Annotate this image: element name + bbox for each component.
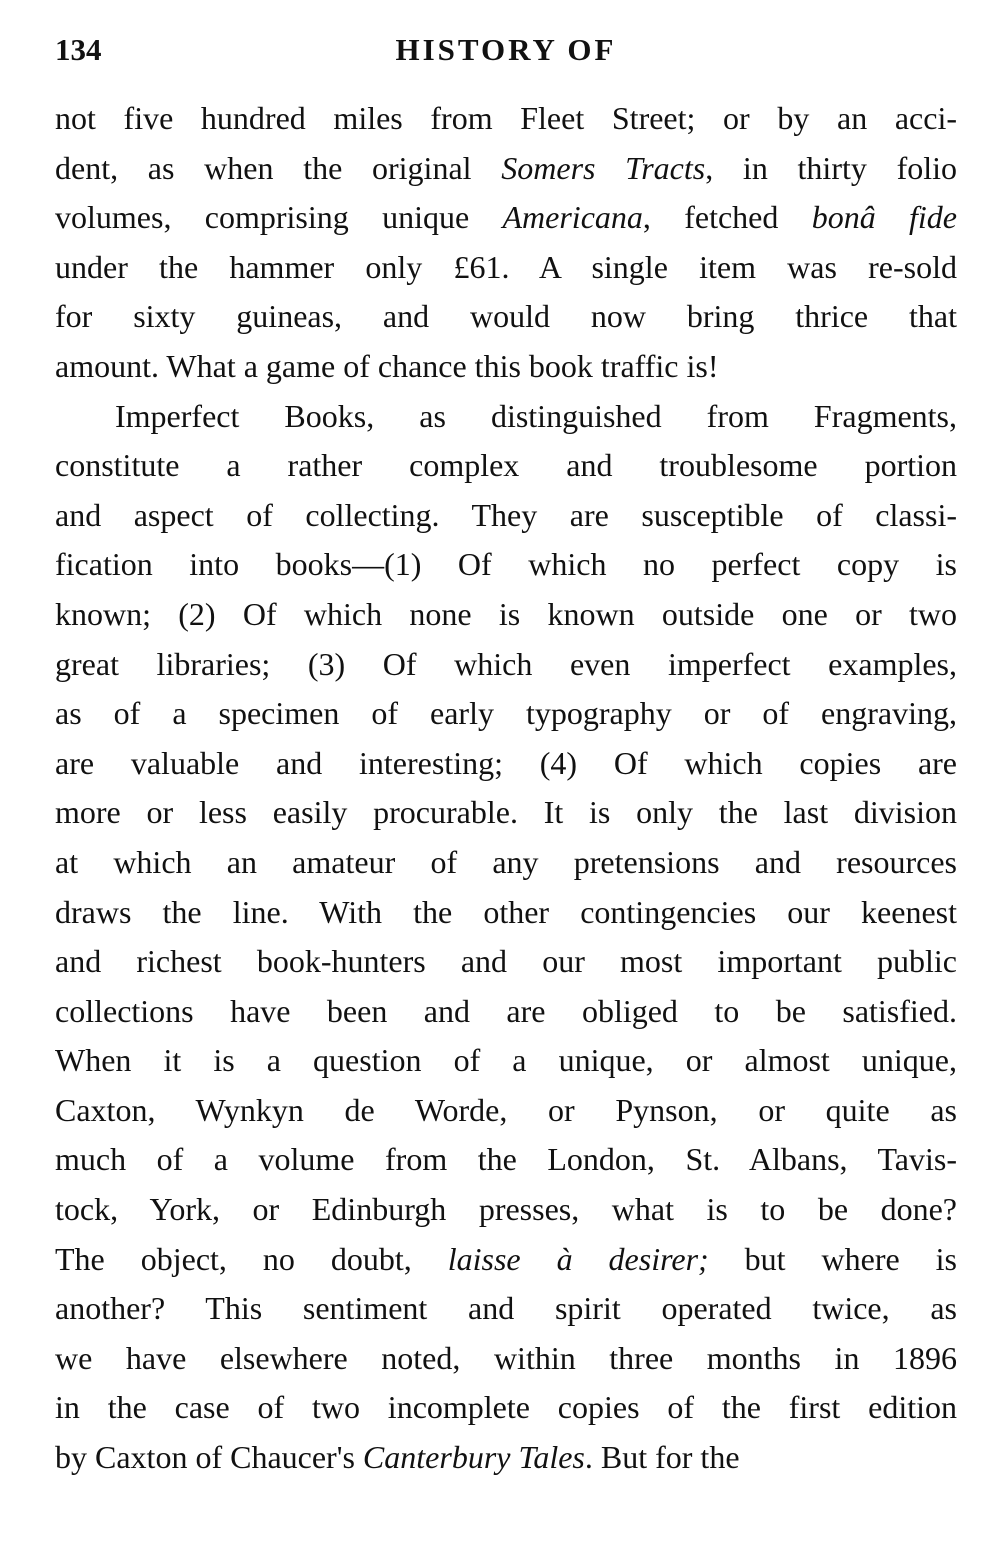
text-run: . But for the xyxy=(584,1439,740,1476)
italic-run: laisse à desirer; xyxy=(447,1240,709,1277)
text-line xyxy=(55,1284,957,1334)
text-line xyxy=(55,640,957,690)
text-run: not five hundred miles from Fleet Street; or by an acci- xyxy=(55,100,957,136)
text-line xyxy=(55,243,957,293)
text-run: Imperfect Books, as distinguished from Fragments, xyxy=(115,397,957,434)
text-run: amount. What a game of chance this book traffic is! xyxy=(55,347,719,384)
text-run: we have elsewhere noted, within three months in 1896 xyxy=(55,1339,957,1376)
text-line xyxy=(55,491,957,541)
text-run: constitute a rather complex and troublesome portion xyxy=(55,447,957,484)
body-text xyxy=(55,94,957,1483)
text-line xyxy=(55,144,957,194)
text-run: are valuable and interesting; (4) Of which copies are xyxy=(55,744,957,781)
text-line xyxy=(55,1185,957,1235)
text-run: , in thirty folio xyxy=(705,149,958,186)
italic-run: Canterbury Tales xyxy=(362,1439,585,1476)
text-run: by Caxton of Chaucer's xyxy=(55,1439,363,1476)
text-run: When it is a question of a unique, or almost unique, xyxy=(55,1042,957,1079)
text-line xyxy=(55,987,957,1037)
italic-run: bonâ fide xyxy=(811,199,958,236)
text-line xyxy=(55,1334,957,1384)
text-run: but where is xyxy=(708,1240,958,1277)
text-run: draws the line. With the other contingencies our keenest xyxy=(55,893,957,930)
text-run: and richest book-hunters and our most important public xyxy=(55,943,957,980)
text-line xyxy=(55,788,957,838)
text-line xyxy=(55,342,957,392)
book-page xyxy=(55,28,957,1483)
text-run: great libraries; (3) Of which even imperfect examples, xyxy=(55,645,957,682)
text-run: fication into books—(1) Of which no perfect copy is xyxy=(55,546,957,583)
text-line xyxy=(55,392,957,442)
text-line xyxy=(55,1135,957,1185)
italic-run: Americana xyxy=(502,199,643,236)
text-run: The object, no doubt, xyxy=(55,1240,448,1277)
text-run: another? This sentiment and spirit operated twice, as xyxy=(55,1290,957,1327)
text-run: much of a volume from the London, St. Albans, Tavis- xyxy=(55,1141,957,1178)
text-line xyxy=(55,1433,957,1483)
text-line xyxy=(55,292,957,342)
running-head xyxy=(55,28,957,84)
page-number: 134 xyxy=(55,32,102,67)
text-line xyxy=(55,193,957,243)
text-line xyxy=(55,540,957,590)
text-run: known; (2) Of which none is known outside one or two xyxy=(55,595,957,632)
text-line xyxy=(55,1036,957,1086)
text-line xyxy=(55,441,957,491)
text-line xyxy=(55,590,957,640)
text-run: , fetched xyxy=(642,199,812,236)
running-title: HISTORY OF xyxy=(395,32,617,67)
text-run: collections have been and are obliged to be satisfied. xyxy=(55,992,957,1029)
text-line xyxy=(55,1235,957,1285)
text-run: under the hammer only £61. A single item was re-sold xyxy=(55,248,957,285)
text-line xyxy=(55,937,957,987)
text-run: tock, York, or Edinburgh presses, what is to be done? xyxy=(55,1191,957,1228)
italic-run: Somers Tracts xyxy=(501,149,706,186)
text-run: Caxton, Wynkyn de Worde, or Pynson, or quite as xyxy=(55,1091,957,1128)
text-line xyxy=(55,739,957,789)
text-line xyxy=(55,838,957,888)
text-line xyxy=(55,1383,957,1433)
text-run: dent, as when the original xyxy=(55,149,502,186)
text-run: in the case of two incomplete copies of the first edition xyxy=(55,1389,957,1426)
text-run: and aspect of collecting. They are susceptible of classi- xyxy=(55,496,957,533)
text-line xyxy=(55,94,957,144)
text-run: volumes, comprising unique xyxy=(55,199,503,236)
text-line xyxy=(55,888,957,938)
text-line xyxy=(55,689,957,739)
text-run: at which an amateur of any pretensions and resources xyxy=(55,843,957,880)
text-run: more or less easily procurable. It is only the last division xyxy=(55,794,957,831)
text-run: for sixty guineas, and would now bring thrice that xyxy=(55,298,957,335)
text-run: as of a specimen of early typography or of engraving, xyxy=(55,695,957,732)
text-line xyxy=(55,1086,957,1136)
